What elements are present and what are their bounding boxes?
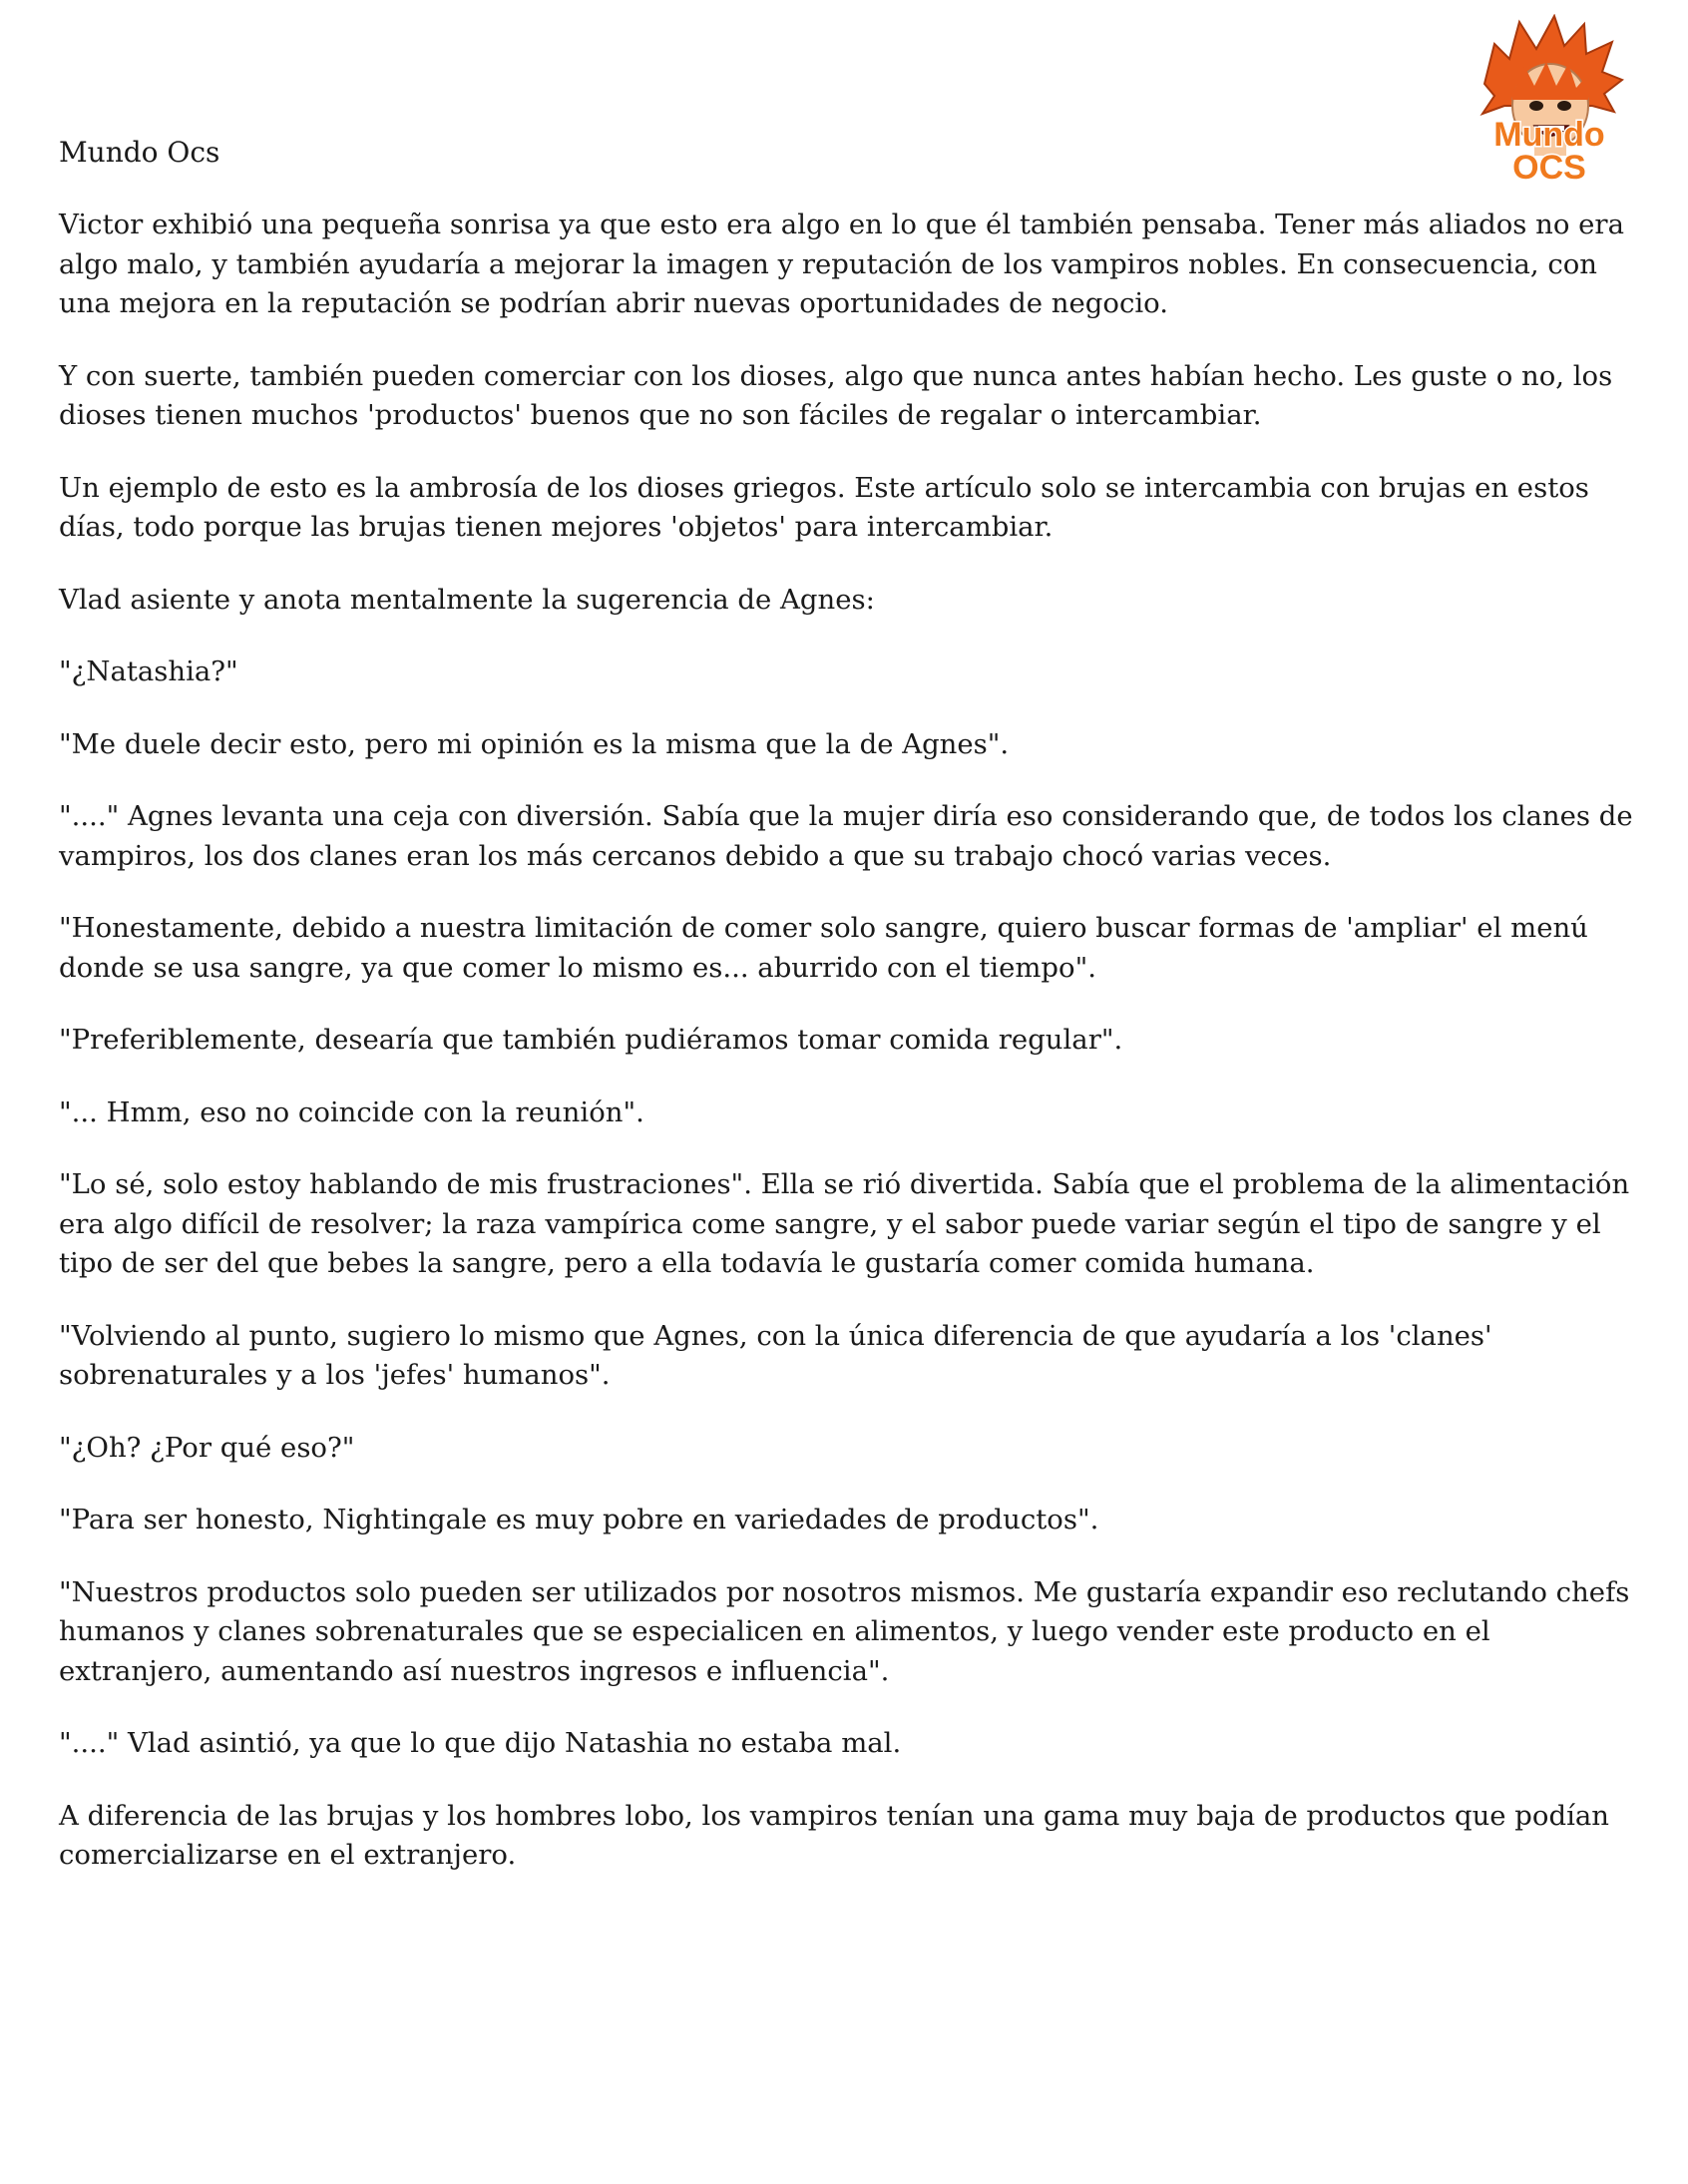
paragraph: "Lo sé, solo estoy hablando de mis frustraciones". Ella se rió divertida. Sabía que el problema de la alimentación era algo difícil de resolver; la raza vampírica come sangre, y el sabor puede variar según el tipo de sangre y el tipo de ser del que bebes la sangre, pero a ella todavía le gustaría comer comida humana. [59, 1168, 1630, 1279]
page-header-site-name: Mundo Ocs [59, 136, 220, 169]
paragraph: "Volviendo al punto, sugiero lo mismo que Agnes, con la única diferencia de que ayudaría a los 'clanes' sobrenaturales y a los 'jefes' humanos". [59, 1319, 1492, 1391]
paragraph: "Me duele decir esto, pero mi opinión es la misma que la de Agnes". [59, 727, 1010, 760]
mundo-ocs-logo [1465, 14, 1634, 186]
paragraph: "... Hmm, eso no coincide con la reunión". [59, 1095, 644, 1128]
paragraph: Y con suerte, también pueden comerciar con los dioses, algo que nunca antes habían hecho. Les guste o no, los dioses tienen muchos 'productos' buenos que no son fáciles de regalar o intercambiar. [59, 359, 1613, 431]
paragraph: Victor exhibió una pequeña sonrisa ya que esto era algo en lo que él también pensaba. Tener más aliados no era algo malo, y también ayudaría a mejorar la imagen y reputación de los vampiros nobles. En consecuencia, con una mejora en la reputación se podrían abrir nuevas oportunidades de negocio. [59, 209, 1624, 319]
logo-text-bottom: OCS [1512, 149, 1586, 186]
document-body [59, 206, 1635, 1909]
logo-text-top: Mundo [1493, 116, 1605, 154]
paragraph: "Honestamente, debido a nuestra limitación de comer solo sangre, quiero buscar formas de 'ampliar' el menú donde se usa sangre, ya que comer lo mismo es... aburrido con el tiempo". [59, 912, 1588, 984]
paragraph: "Para ser honesto, Nightingale es muy pobre en variedades de productos". [59, 1504, 1099, 1535]
paragraph: "...." Vlad asintió, ya que lo que dijo Natashia no estaba mal. [59, 1727, 902, 1759]
paragraph: "Preferiblemente, desearía que también pudiéramos tomar comida regular". [59, 1024, 1123, 1056]
paragraph: "Nuestros productos solo pueden ser utilizados por nosotros mismos. Me gustaría expandir eso reclutando chefs humanos y clanes sobrenaturales que se especialicen en alimentos, y luego vender este producto en el extranjero, aumentando así nuestros ingresos e influencia". [59, 1575, 1630, 1687]
paragraph: "¿Oh? ¿Por qué eso?" [59, 1431, 355, 1464]
paragraph: "¿Natashia?" [59, 655, 238, 687]
paragraph: "...." Agnes levanta una ceja con diversión. Sabía que la mujer diría eso considerando que, de todos los clanes de vampiros, los dos clanes eran los más cercanos debido a que su trabajo chocó varias veces. [59, 800, 1633, 872]
paragraph: Un ejemplo de esto es la ambrosía de los dioses griegos. Este artículo solo se intercambia con brujas en estos días, todo porque las brujas tienen mejores 'objetos' para intercambiar. [59, 471, 1589, 543]
mascot-logo-icon [1465, 14, 1634, 186]
paragraph: Vlad asiente y anota mentalmente la sugerencia de Agnes: [59, 583, 875, 616]
paragraph: A diferencia de las brujas y los hombres lobo, los vampiros tenían una gama muy baja de productos que podían comercializarse en el extranjero. [59, 1799, 1609, 1871]
